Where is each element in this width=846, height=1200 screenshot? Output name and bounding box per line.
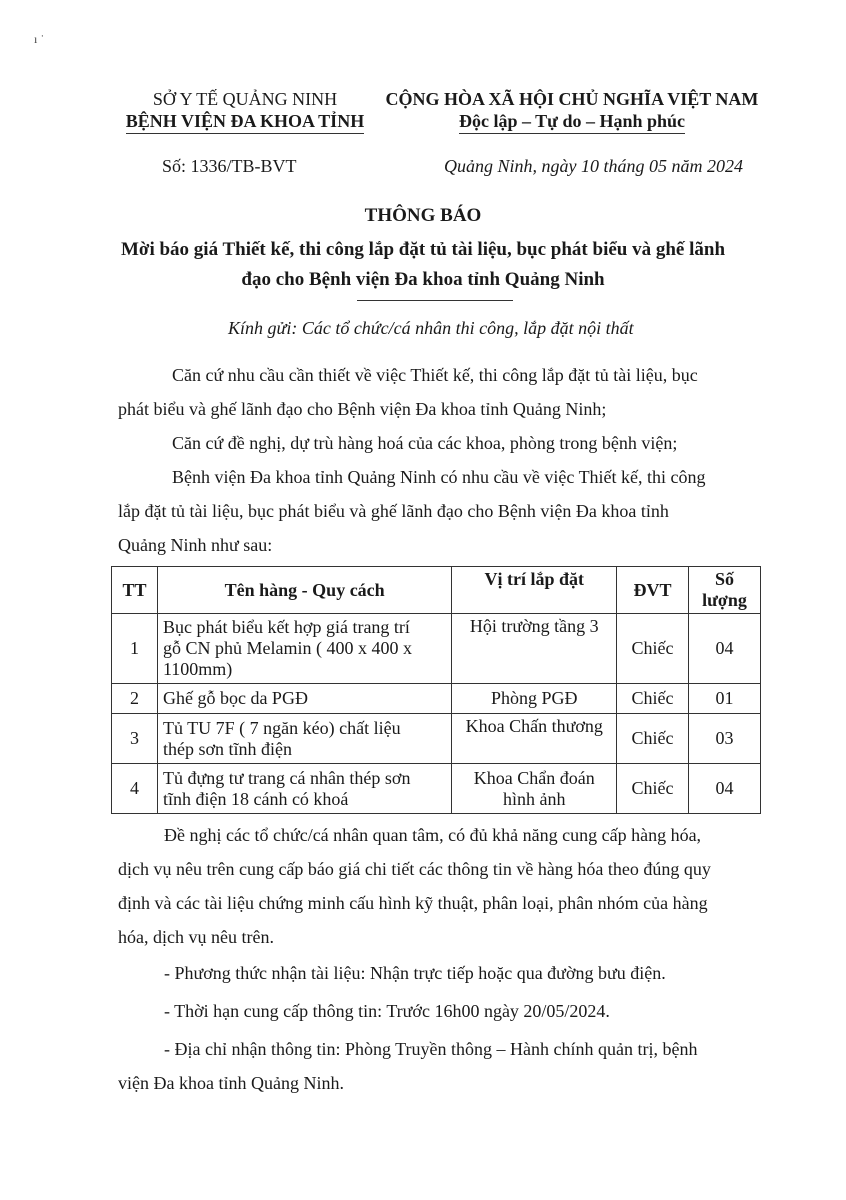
instruction-deadline: - Thời hạn cung cấp thông tin: Trước 16h00 ngày 20/05/2024. xyxy=(164,1001,610,1021)
page-mark: ı ˙ xyxy=(34,32,45,46)
header-name: Tên hàng - Quy cách xyxy=(157,567,451,614)
org-line-2: BỆNH VIỆN ĐA KHOA TỈNH xyxy=(126,110,364,134)
row-unit: Chiếc xyxy=(617,614,689,684)
table-row xyxy=(112,614,761,684)
para-1-line-2: phát biểu và ghế lãnh đạo cho Bệnh viện Đa khoa tỉnh Quảng Ninh; xyxy=(118,399,607,419)
row-qty: 04 xyxy=(689,614,761,684)
row-qty: 04 xyxy=(689,764,761,814)
table-row xyxy=(112,684,761,714)
instruction-method: - Phương thức nhận tài liệu: Nhận trực tiếp hoặc qua đường bưu điện. xyxy=(164,963,666,983)
header-qty-line-2: lượng xyxy=(702,590,747,610)
row-name xyxy=(157,614,451,684)
row-location xyxy=(452,764,617,814)
org-line-1: SỞ Y TẾ QUẢNG NINH xyxy=(152,89,338,109)
para-3-line-2: lắp đặt tủ tài liệu, bục phát biểu và ghế lãnh đạo cho Bệnh viện Đa khoa tỉnh xyxy=(118,501,669,521)
document-title: THÔNG BÁO xyxy=(364,205,482,226)
instruction-address-line-1: - Địa chỉ nhận thông tin: Phòng Truyền thông – Hành chính quản trị, bệnh xyxy=(164,1039,698,1059)
row-tt: 4 xyxy=(112,764,158,814)
para-3-line-1: Bệnh viện Đa khoa tỉnh Quảng Ninh có nhu cầu về việc Thiết kế, thi công xyxy=(172,467,706,487)
header-tt: TT xyxy=(112,567,158,614)
row-location: Phòng PGĐ xyxy=(452,684,617,714)
row-location: Khoa Chấn thương xyxy=(452,714,617,764)
header-unit: ĐVT xyxy=(617,567,689,614)
subtitle-line-1: Mời báo giá Thiết kế, thi công lắp đặt tủ tài liệu, bục phát biểu và ghế lãnh xyxy=(120,239,726,260)
para-3-line-3: Quảng Ninh như sau: xyxy=(118,535,273,555)
row-qty: 01 xyxy=(689,684,761,714)
row-location: Hội trường tầng 3 xyxy=(452,614,617,684)
request-paragraph xyxy=(118,818,758,954)
row-unit: Chiếc xyxy=(617,714,689,764)
national-motto xyxy=(372,88,772,134)
row-name-line: 1100mm) xyxy=(162,659,233,679)
instructions-list xyxy=(118,956,758,1100)
request-line-3: định và các tài liệu chứng minh cấu hình kỹ thuật, phân loại, phân nhóm của hàng xyxy=(118,893,708,913)
row-unit: Chiếc xyxy=(617,764,689,814)
issuing-organization xyxy=(95,88,395,134)
row-unit: Chiếc xyxy=(617,684,689,714)
title-underline xyxy=(357,300,513,301)
table-row xyxy=(112,714,761,764)
row-tt: 2 xyxy=(112,684,158,714)
intro-paragraphs xyxy=(118,358,758,562)
row-location-line: hình ảnh xyxy=(502,788,566,809)
row-tt: 3 xyxy=(112,714,158,764)
instruction-address-line-2: viện Đa khoa tỉnh Quảng Ninh. xyxy=(118,1073,344,1093)
row-tt: 1 xyxy=(112,614,158,684)
country-name: CỘNG HÒA XÃ HỘI CHỦ NGHĨA VIỆT NAM xyxy=(385,89,759,109)
row-name xyxy=(157,764,451,814)
row-name-line: gỗ CN phủ Melamin ( 400 x 400 x xyxy=(162,638,412,658)
place-date: Quảng Ninh, ngày 10 tháng 05 năm 2024 xyxy=(444,156,743,176)
para-2: Căn cứ đề nghị, dự trù hàng hoá của các khoa, phòng trong bệnh viện; xyxy=(172,433,678,453)
request-line-4: hóa, dịch vụ nêu trên. xyxy=(118,927,274,947)
table-header-row xyxy=(112,567,761,614)
row-name-line: Tủ đựng tư trang cá nhân thép sơn xyxy=(162,767,411,788)
document-number: Số: 1336/TB-BVT xyxy=(162,156,297,176)
row-qty: 03 xyxy=(689,714,761,764)
subtitle-line-2: đạo cho Bệnh viện Đa khoa tỉnh Quảng Ninh xyxy=(241,269,605,290)
goods-table xyxy=(111,566,761,814)
para-1-line-1: Căn cứ nhu cầu cần thiết về việc Thiết kế, thi công lắp đặt tủ tài liệu, bục xyxy=(172,365,698,385)
recipient: Kính gửi: Các tổ chức/cá nhân thi công, lắp đặt nội thất xyxy=(228,318,634,338)
row-name: Ghế gỗ bọc da PGĐ xyxy=(157,684,451,714)
table-row xyxy=(112,764,761,814)
header-qty xyxy=(689,567,761,614)
motto: Độc lập – Tự do – Hạnh phúc xyxy=(459,110,685,134)
row-location-line: Khoa Chẩn đoán xyxy=(473,767,595,788)
header-location: Vị trí lắp đặt xyxy=(452,567,617,614)
request-line-1: Đề nghị các tổ chức/cá nhân quan tâm, có đủ khả năng cung cấp hàng hóa, xyxy=(164,825,702,845)
header-qty-line-1: Số xyxy=(715,569,735,589)
row-name-line: thép sơn tĩnh điện xyxy=(162,738,292,759)
request-line-2: dịch vụ nêu trên cung cấp báo giá chi tiết các thông tin về hàng hóa theo đúng quy xyxy=(118,859,711,879)
row-name-line: Bục phát biểu kết hợp giá trang trí xyxy=(162,617,410,637)
row-name-line: Tủ TU 7F ( 7 ngăn kéo) chất liệu xyxy=(162,717,401,738)
document-subtitle xyxy=(90,235,756,295)
row-name-line: tĩnh điện 18 cánh có khoá xyxy=(162,788,349,809)
row-name xyxy=(157,714,451,764)
